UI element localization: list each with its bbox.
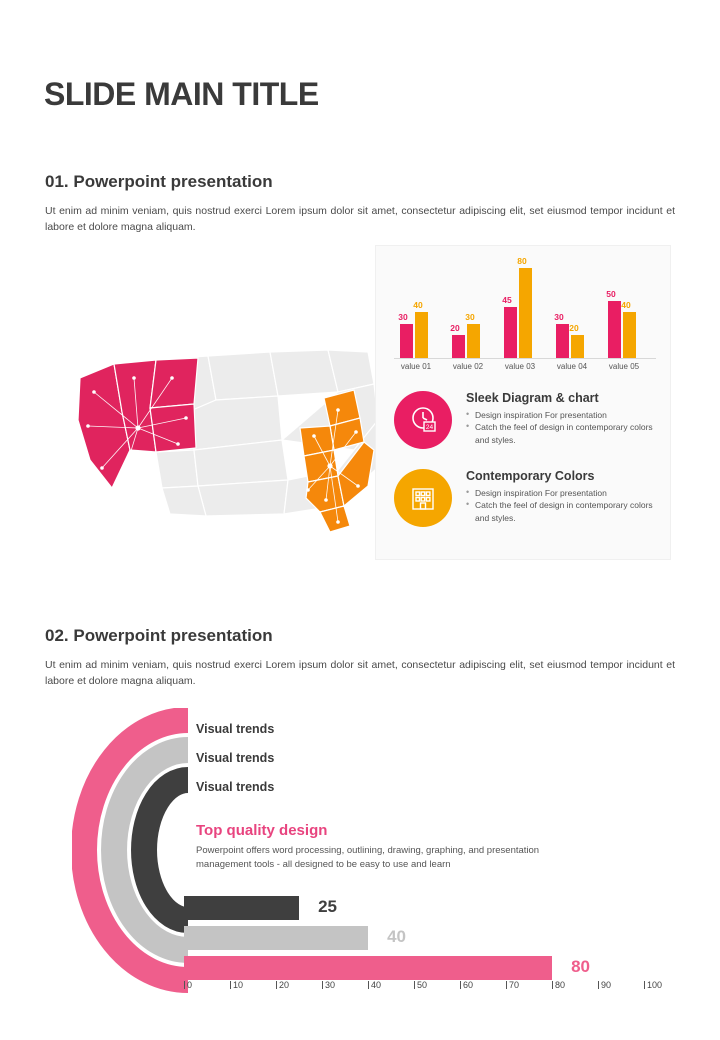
x-tick-label: value 04: [556, 362, 588, 371]
bar-value-label: 40: [621, 300, 631, 310]
x-tick-label: 60: [463, 980, 474, 990]
x-tick-label: value 03: [504, 362, 536, 371]
x-tick: [552, 980, 571, 990]
series-label-2: Visual trends: [196, 751, 275, 765]
bar-orange: [623, 312, 636, 358]
x-tick-label: value 01: [400, 362, 432, 371]
section-2-body: Ut enim ad minim veniam, quis nostrud exerci Lorem ipsum dolor sit amet, consectetur adipiscing elit, set eiusmod tempor incidunt et labore et dolore magna aliquam.: [45, 659, 675, 688]
united-states-map: [38, 300, 388, 550]
feature-bullet: • Design inspiration For presentation: [466, 487, 656, 499]
bar-orange: [571, 335, 584, 358]
x-tick-label: 100: [647, 980, 663, 990]
bar-group: [394, 258, 438, 358]
feature-bullets: [466, 487, 656, 524]
hbar-pink: [184, 956, 590, 980]
svg-text:24: 24: [425, 424, 434, 431]
bar-value-label: 50: [606, 289, 616, 299]
bar-value-label: 45: [502, 295, 512, 305]
x-tick: [506, 980, 525, 990]
bar-value-label: 30: [554, 312, 564, 322]
section-1-body: Ut enim ad minim veniam, quis nostrud exerci Lorem ipsum dolor sit amet, consectetur adipiscing elit, set eiusmod tempor incidunt et labore et dolore magna aliquam.: [45, 205, 675, 234]
x-tick-label: 20: [279, 980, 290, 990]
hbar-grey: [184, 926, 406, 950]
x-tick-label: 0: [187, 980, 193, 990]
bar-group: [498, 258, 542, 358]
bar-value-label: 30: [465, 312, 475, 322]
x-tick: [598, 980, 617, 990]
bar-value-label: 40: [413, 300, 423, 310]
series-label-1: Visual trends: [196, 722, 275, 736]
feature-title: Contemporary Colors: [466, 469, 595, 483]
grouped-bar-chart: [394, 258, 656, 380]
x-tick: [644, 980, 663, 990]
building-icon: [394, 469, 452, 527]
bar-pink: [504, 307, 517, 358]
x-tick: [276, 980, 295, 990]
hbar-value: 25: [318, 897, 337, 916]
bar-pink: [452, 335, 465, 358]
x-tick-label: 70: [509, 980, 520, 990]
bar-pink: [400, 324, 413, 358]
page-title: SLIDE MAIN TITLE: [44, 76, 319, 112]
x-tick-label: 90: [601, 980, 612, 990]
bar-value-label: 20: [450, 323, 460, 333]
bar-value-label: 30: [398, 312, 408, 322]
top-quality-title: Top quality design: [196, 822, 328, 839]
hbar-value: 40: [387, 927, 406, 946]
feature-title: Sleek Diagram & chart: [466, 391, 599, 405]
hbar-value: 80: [571, 957, 590, 976]
feature-bullet: • Catch the feel of design in contemporary colors and styles.: [466, 499, 656, 524]
map-svg: [38, 300, 388, 550]
chart-plot: [394, 256, 656, 371]
x-tick: [414, 980, 433, 990]
chart-axis: [394, 358, 656, 359]
bar-group: [550, 258, 594, 358]
feature-bullet: • Design inspiration For presentation: [466, 409, 656, 421]
x-tick-label: 10: [233, 980, 244, 990]
x-tick: [230, 980, 249, 990]
x-tick-label: 50: [417, 980, 428, 990]
x-tick-label: 40: [371, 980, 382, 990]
bar-value-label: 20: [569, 323, 579, 333]
x-tick: [460, 980, 479, 990]
bar-group: [602, 258, 646, 358]
feature-bullet: • Catch the feel of design in contemporary colors and styles.: [466, 421, 656, 446]
x-tick-label: value 02: [452, 362, 484, 371]
hbar-dark: [184, 896, 337, 920]
bar-orange: [467, 324, 480, 358]
clock-24-icon: [394, 391, 452, 449]
feature-bullets: [466, 409, 656, 446]
series-label-3: Visual trends: [196, 780, 275, 794]
arc-bar-chart: [0, 700, 720, 1040]
bar-orange: [415, 312, 428, 358]
bar-value-label: 80: [517, 256, 527, 266]
x-tick-label: value 05: [608, 362, 640, 371]
x-tick-label: 30: [325, 980, 336, 990]
top-quality-description: Powerpoint offers word processing, outlining, drawing, graphing, and presentation management tools - all designed to be easy to use and learn: [196, 845, 540, 871]
bar-orange: [519, 268, 532, 358]
x-tick: [368, 980, 387, 990]
section-1-heading: 01. Powerpoint presentation: [45, 172, 273, 191]
x-tick: [322, 980, 341, 990]
section-2-heading: 02. Powerpoint presentation: [45, 626, 273, 645]
x-tick: [184, 980, 203, 990]
info-panel: [375, 245, 671, 560]
bottom-axis: [178, 980, 678, 1010]
x-tick-label: 80: [555, 980, 566, 990]
bar-group: [446, 258, 490, 358]
